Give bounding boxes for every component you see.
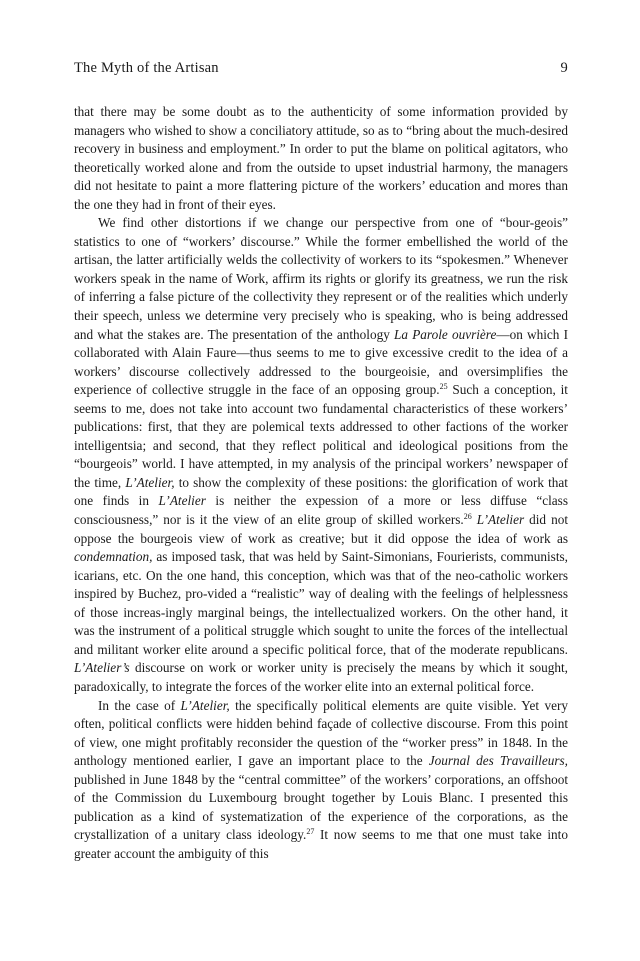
paragraph [74, 214, 568, 696]
paragraph [74, 103, 568, 214]
italic-text: La Parole ouvrière [394, 326, 497, 342]
italic-text: L’Atelier’s [74, 660, 130, 676]
text-run: It now seems to me that one must take into greater account the ambiguity of this [74, 827, 568, 861]
text-run: In the case of [98, 697, 181, 713]
text-run: did not oppose the bourgeois view of work as creative; but it did oppose the idea of work as [74, 512, 568, 546]
page-number: 9 [560, 60, 568, 76]
italic-text: L’Atelier [158, 493, 206, 509]
paragraph [74, 697, 568, 864]
text-run: We find other distortions if we change our perspective from one of “bour-geois” statistics to one of “workers’ discourse.” While the former embellished the world of the artisan, the latter artificially welds the collectivity of workers to its “spokesmen.” Whenever workers speak in the name of Work, affirm its rights or glorify its greatness, we run the risk of inferring a false picture of the collectivity they represent or of the realities which underly their speech, unless we determine very precisely who is speaking, who is being addressed and what the stakes are. The presentation of the anthology [74, 215, 568, 342]
footnote-ref: 27 [306, 827, 315, 837]
italic-text: Journal des Travailleurs, [428, 753, 568, 769]
book-page [74, 60, 568, 863]
footnote-ref: 26 [463, 512, 472, 522]
running-header [74, 60, 568, 82]
text-run: that there may be some doubt as to the authenticity of some information provided by managers who wished to show a conciliatory attitude, so as to “bring about the much-desired recovery in business and employment.” In order to put the blame on political agitators, who theoretically worked alone and from the outside to upset industrial harmony, the managers did not hesitate to paint a more flattering picture of the workers’ education and mores than the one they had in front of their eyes. [74, 104, 568, 212]
text-run: published in June 1848 by the “central committee” of the workers’ corporations, an offshoot of the Commission du Luxembourg brought together by Louis Blanc. I presented this publication as a kind of systematization of the experience of the corporations, as the crystallization of a unitary class ideology. [74, 771, 568, 843]
running-title: The Myth of the Artisan [74, 60, 219, 76]
text-run: the specifically political elements are quite visible. Yet very often, political conflicts were hidden behind façade of collective discourse. From this point of view, one might profitably reconsider the question of the “worker press” in 1848. In the anthology mentioned earlier, I gave an important place to the [74, 697, 569, 769]
text-run: to show the complexity of these positions: the glorification of work that one finds in [74, 474, 568, 509]
text-run: as imposed task, that was held by Saint-Simonians, Fourierists, communists, icarians, etc. On the one hand, this conception, which was that of the neo-catholic workers inspired by Buchez, pro-vided a “realistic” way of dealing with the feelings of helplessness of those increas-ingly marginal beings, the intellectualized workers. On the other hand, it was the instrument of a political struggle which sought to unite the forces of the intellectual and militant worker elite around a specific political force, that of the moderate republicans. [74, 549, 568, 657]
italic-text: condemnation, [74, 549, 153, 565]
footnote-ref: 25 [439, 382, 448, 392]
body-text [74, 103, 568, 863]
italic-text: L’Atelier [476, 512, 525, 528]
text-run: —on which I collaborated with Alain Faure—thus seems to me to give excessive credit to the idea of a workers’ discourse collectively addressed to the bourgeoisie, and oversimplifies the experience of collective struggle in the face of an opposing group. [74, 326, 568, 398]
text-run: is neither the expession of a more or less diffuse “class consciousness,” nor is it the view of an elite group of skilled workers. [74, 493, 568, 528]
text-run: discourse on work or worker unity is precisely the means by which it sought, paradoxically, to integrate the forces of the worker elite into an external political force. [74, 660, 568, 694]
italic-text: L’Atelier, [125, 474, 175, 490]
text-run: Such a conception, it seems to me, does not take into account two fundamental characteristics of these workers’ publications: first, that they are polemical texts addressed to other factions of the worker intelligentsia; and second, that they reflect political and ideological positions from the “bourgeois” world. I have attempted, in my analysis of the principal workers’ newspaper of the time, [74, 382, 568, 490]
italic-text: L’Atelier, [180, 697, 230, 713]
